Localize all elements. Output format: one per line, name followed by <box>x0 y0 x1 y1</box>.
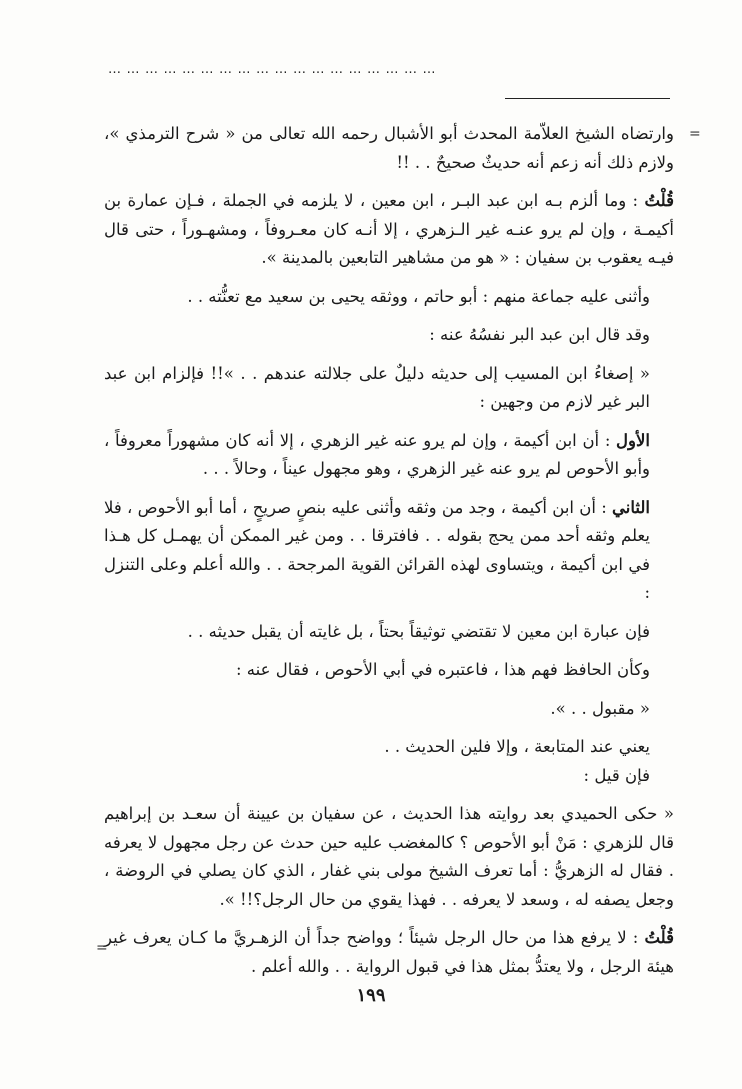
dotted-separator: ……………………………………………… <box>108 62 441 77</box>
paragraph: وارتضاه الشيخ العلاّمة المحدث أبو الأشبال رحمه الله تعالى من « شرح الترمذي »، ولازم ذلك أنه زعم أنه حديثٌ صحيحٌ . . !! <box>104 124 674 172</box>
continuation-marker-bottom: = <box>96 940 108 956</box>
paragraph: الأول : أن ابن أكيمة ، وإن لم يرو عنه غير الزهري ، إلا أنه كان مشهوراً معروفاً ، وأبو الأحوص لم يرو عنه غير الزهري ، وهو مجهول عيناً ، وحالاً . . . <box>104 430 650 478</box>
paragraph: يعني عند المتابعة ، وإلا فلين الحديث . . <box>384 737 650 756</box>
paragraph: فإن عبارة ابن معين لا تقتضي توثيقاً بحتاً ، بل غايته أن يقبل حديثه . . <box>187 621 650 641</box>
paragraph: وأثنى عليه جماعة منهم : أبو حاتم ، ووثقه يحيى بن سعيد مع تعنُّته . . <box>187 286 650 306</box>
paragraph: « إصغاءُ ابن المسيب إلى حديثه دليلٌ على جلالته عندهم . . »!! فإلزام ابن عبد البر غير لازم من وجهين : <box>104 363 650 411</box>
paragraph: فإن قيل : <box>583 765 650 785</box>
paragraph: وقد قال ابن عبد البر نفسُهُ عنه : <box>429 325 650 344</box>
paragraph: قُلْتُ : وما ألزم بـه ابن عبد البـر ، ابن معين ، لا يلزمه في الجملة ، فـإن عمارة بن أكيمـة ، وإن لم يرو عنـه غير الـزهري ، إلا أنـه كان معـروفاً ، ومشهـوراً ، حتى قال فيـه يعقوب بن سفيان : « هو من مشاهير التابعين بالمدينة ». <box>104 191 674 267</box>
continuation-marker-top: = <box>689 126 701 142</box>
footnote-rule <box>505 98 670 99</box>
paragraph: « حكى الحميدي بعد روايته هذا الحديث ، عن سفيان بن عيينة أن سعـد بن إبراهيم قال للزهري : مَنْ أبو الأحوص ؟ كالمغضب عليه حين حدث عن رجل مجهول لا يعرفه . فقال له الزهريُّ : أما تعرف الشيخ مولى بني غفار ، الذي كان يصلي في الروضة ، وجعل يصفه له ، وسعد لا يعرفه . . فهذا يقوي من حال الرجل؟!! ». <box>104 804 674 909</box>
paragraph: وكأن الحافظ فهم هذا ، فاعتبره في أبي الأحوص ، فقال عنه : <box>236 660 650 679</box>
page-body <box>104 120 674 981</box>
paragraph: الثاني : أن ابن أكيمة ، وجد من وثقه وأثنى عليه بنصٍ صريحٍ ، أما أبو الأحوص ، فلا يعلم وثقه أحد ممن يحج بقوله . . فافترقا . . ومن غير الممكن أن يهمـل كل هـذا في ابن أكيمة ، ويتساوى لهذه القرائن القوية المرجحة . . والله أعلم وعلى التنزل : <box>104 497 650 602</box>
paragraph: قُلْتُ : لا يرفع هذا من حال الرجل شيئاً ؛ وواضح جداً أن الزهـريَّ ما كـان يعرف غير هيئة الرجل ، ولا يعتدُّ بمثل هذا في قبول الرواية . . والله أعلم . <box>104 928 674 976</box>
paragraph: « مقبول . . ». <box>550 698 650 718</box>
page-number: ١٩٩ <box>356 985 386 1006</box>
